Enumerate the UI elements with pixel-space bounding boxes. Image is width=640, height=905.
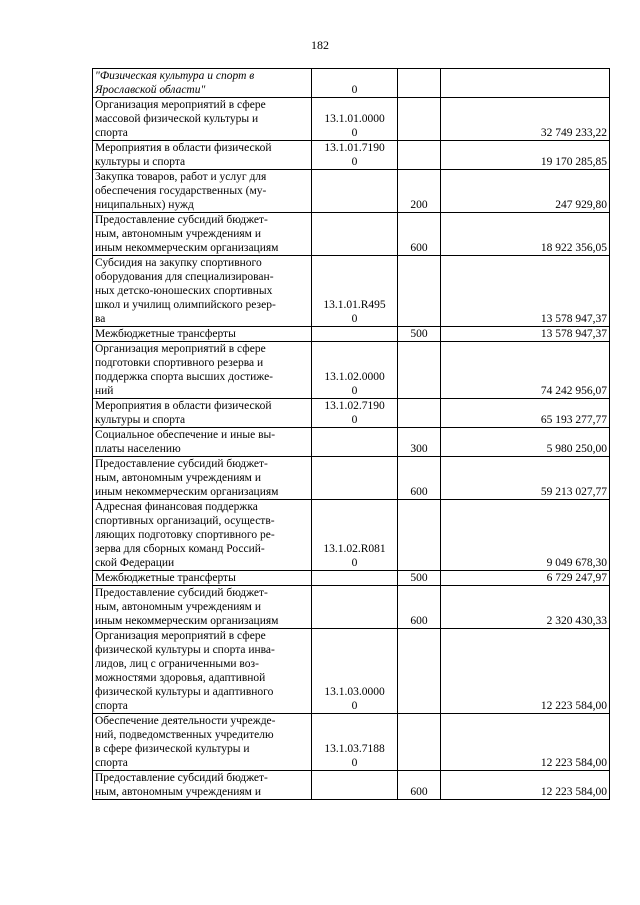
row-name-line: оборудования для специализирован- [95, 271, 274, 283]
row-name-line: Организация мероприятий в сфере [95, 630, 266, 642]
table-row [93, 629, 610, 714]
row-name-line: ва [95, 313, 106, 325]
row-expense-type-cell: 600 [398, 771, 441, 800]
row-sum-cell: 19 170 285,85 [441, 141, 610, 170]
row-name-line: массовой физической культуры и [95, 113, 259, 125]
row-code-line: 0 [351, 84, 358, 96]
row-sum-cell: 32 749 233,22 [441, 98, 610, 141]
row-expense-type-cell: 300 [398, 428, 441, 457]
row-name-line: спорта [95, 757, 128, 769]
row-expense-type-cell: 600 [398, 213, 441, 256]
row-sum-cell [441, 69, 610, 98]
row-expense-type-cell [398, 141, 441, 170]
row-name-line: ний [95, 385, 114, 397]
row-name-line: культуры и спорта [95, 156, 186, 168]
row-sum-cell: 18 922 356,05 [441, 213, 610, 256]
row-name-line: Организация мероприятий в сфере [95, 99, 266, 111]
row-code-line: 13.1.01.0000 [324, 113, 385, 125]
row-name-line: поддержка спорта высших достиже- [95, 371, 274, 383]
row-name-line: школ и училищ олимпийского резер- [95, 299, 276, 311]
table-row [93, 141, 610, 170]
row-expense-type-cell [398, 69, 441, 98]
row-name-line: Предоставление субсидий бюджет- [95, 214, 268, 226]
row-name-line: иным некоммерческим организациям [95, 486, 279, 498]
row-code-cell [312, 213, 398, 256]
row-sum-cell: 247 929,80 [441, 170, 610, 213]
row-expense-type-cell: 200 [398, 170, 441, 213]
row-sum-cell: 12 223 584,00 [441, 629, 610, 714]
row-sum-cell: 13 578 947,37 [441, 256, 610, 327]
row-sum-cell: 12 223 584,00 [441, 771, 610, 800]
row-code-cell [312, 500, 398, 571]
table-row [93, 586, 610, 629]
row-name-cell [93, 428, 312, 457]
row-name-cell [93, 714, 312, 771]
table-row [93, 327, 610, 342]
row-name-line: ской Федерации [95, 557, 175, 569]
row-name-line: ным, автономным учреждениям и [95, 601, 261, 613]
row-name-line: лидов, лиц с ограниченными воз- [95, 658, 259, 670]
row-code-cell [312, 771, 398, 800]
row-code-line: 0 [351, 700, 358, 712]
row-code-cell [312, 428, 398, 457]
row-sum-cell: 13 578 947,37 [441, 327, 610, 342]
row-name-cell [93, 342, 312, 399]
row-expense-type-cell [398, 500, 441, 571]
row-expense-type-cell: 500 [398, 327, 441, 342]
row-name-line: Организация мероприятий в сфере [95, 343, 266, 355]
row-sum-cell: 12 223 584,00 [441, 714, 610, 771]
row-name-line: Обеспечение деятельности учрежде- [95, 715, 276, 727]
table-row [93, 500, 610, 571]
row-code-line: 0 [351, 127, 358, 139]
table-row [93, 170, 610, 213]
row-name-line: в сфере физической культуры и [95, 743, 250, 755]
row-sum-cell: 5 980 250,00 [441, 428, 610, 457]
row-name-cell [93, 327, 312, 342]
row-code-cell [312, 170, 398, 213]
row-name-line: Мероприятия в области физической [95, 142, 272, 154]
row-code-cell [312, 327, 398, 342]
row-name-line: спорта [95, 700, 128, 712]
row-code-cell [312, 98, 398, 141]
table-row [93, 213, 610, 256]
row-code-line: 13.1.01.R495 [323, 299, 386, 311]
table-row [93, 98, 610, 141]
row-code-cell [312, 629, 398, 714]
page-number: 182 [311, 38, 329, 52]
row-name-line: ний, подведомственных учредителю [95, 729, 274, 741]
row-expense-type-cell: 600 [398, 586, 441, 629]
row-name-line: физической культуры и спорта инва- [95, 644, 275, 656]
row-code-cell [312, 69, 398, 98]
budget-table [92, 68, 610, 800]
row-name-line: Предоставление субсидий бюджет- [95, 458, 268, 470]
row-name-line: иным некоммерческим организациям [95, 615, 279, 627]
row-expense-type-cell [398, 98, 441, 141]
row-sum-cell: 65 193 277,77 [441, 399, 610, 428]
row-code-cell [312, 399, 398, 428]
row-name-cell [93, 69, 312, 98]
table-row [93, 256, 610, 327]
row-expense-type-cell [398, 256, 441, 327]
row-expense-type-cell [398, 342, 441, 399]
table-row [93, 399, 610, 428]
row-name-line: ных детско-юношеских спортивных [95, 285, 273, 297]
row-code-line: 13.1.02.7190 [324, 400, 385, 412]
row-name-cell [93, 213, 312, 256]
row-name-cell [93, 771, 312, 800]
row-expense-type-cell [398, 399, 441, 428]
row-name-line: подготовки спортивного резерва и [95, 357, 264, 369]
table-row [93, 771, 610, 800]
row-code-line: 13.1.03.0000 [324, 686, 385, 698]
row-name-cell [93, 629, 312, 714]
row-code-cell [312, 141, 398, 170]
row-name-line: Межбюджетные трансферты [95, 328, 236, 340]
budget-table-body [93, 69, 610, 800]
row-name-cell [93, 571, 312, 586]
row-name-cell [93, 500, 312, 571]
row-code-line: 0 [351, 757, 358, 769]
table-row [93, 342, 610, 399]
row-name-line: ным, автономным учреждениям и [95, 472, 261, 484]
row-code-cell [312, 342, 398, 399]
row-name-cell [93, 457, 312, 500]
row-code-line: 0 [351, 156, 358, 168]
row-sum-cell: 2 320 430,33 [441, 586, 610, 629]
table-row [93, 457, 610, 500]
table-row [93, 428, 610, 457]
row-code-line: 13.1.02.R081 [323, 543, 386, 555]
row-code-line: 0 [351, 313, 358, 325]
row-name-line: культуры и спорта [95, 414, 186, 426]
row-name-cell [93, 170, 312, 213]
row-name-line: ным, автономным учреждениям и [95, 786, 261, 798]
row-code-line: 0 [351, 414, 358, 426]
row-code-line: 13.1.01.7190 [324, 142, 385, 154]
row-name-line: можностями здоровья, адаптивной [95, 672, 266, 684]
row-name-line: "Физическая культура и спорт в [95, 70, 255, 82]
row-code-line: 13.1.02.0000 [324, 371, 385, 383]
row-code-cell [312, 457, 398, 500]
row-expense-type-cell: 500 [398, 571, 441, 586]
row-code-cell [312, 714, 398, 771]
row-code-line: 13.1.03.7188 [324, 743, 385, 755]
row-name-line: ным, автономным учреждениям и [95, 228, 261, 240]
row-name-line: спорта [95, 127, 128, 139]
row-code-line: 0 [351, 557, 358, 569]
row-name-line: Мероприятия в области физической [95, 400, 272, 412]
row-sum-cell: 74 242 956,07 [441, 342, 610, 399]
row-name-line: Предоставление субсидий бюджет- [95, 587, 268, 599]
table-row [93, 69, 610, 98]
table-row [93, 714, 610, 771]
row-name-line: Предоставление субсидий бюджет- [95, 772, 268, 784]
row-name-line: физической культуры и адаптивного [95, 686, 274, 698]
row-name-cell [93, 399, 312, 428]
row-code-cell [312, 586, 398, 629]
row-name-line: зерва для сборных команд Россий- [95, 543, 265, 555]
row-name-cell [93, 141, 312, 170]
row-name-line: спортивных организаций, осуществ- [95, 515, 275, 527]
row-name-line: Закупка товаров, работ и услуг для [95, 171, 267, 183]
row-name-line: ниципальных) нужд [95, 199, 194, 211]
row-name-cell [93, 98, 312, 141]
table-row [93, 571, 610, 586]
row-code-line: 0 [351, 385, 358, 397]
row-name-line: иным некоммерческим организациям [95, 242, 279, 254]
row-name-line: платы населению [95, 443, 181, 455]
row-name-line: Субсидия на закупку спортивного [95, 257, 262, 269]
row-name-line: Ярославской области" [95, 84, 206, 96]
row-name-cell [93, 256, 312, 327]
row-expense-type-cell [398, 714, 441, 771]
row-sum-cell: 6 729 247,97 [441, 571, 610, 586]
row-code-cell [312, 571, 398, 586]
row-name-cell [93, 586, 312, 629]
row-name-line: Социальное обеспечение и иные вы- [95, 429, 276, 441]
row-code-cell [312, 256, 398, 327]
row-sum-cell: 9 049 678,30 [441, 500, 610, 571]
row-name-line: обеспечения государственных (му- [95, 185, 267, 197]
row-sum-cell: 59 213 027,77 [441, 457, 610, 500]
row-name-line: Адресная финансовая поддержка [95, 501, 258, 513]
row-name-line: ляющих подготовку спортивного ре- [95, 529, 275, 541]
row-expense-type-cell: 600 [398, 457, 441, 500]
row-name-line: Межбюджетные трансферты [95, 572, 236, 584]
row-expense-type-cell [398, 629, 441, 714]
